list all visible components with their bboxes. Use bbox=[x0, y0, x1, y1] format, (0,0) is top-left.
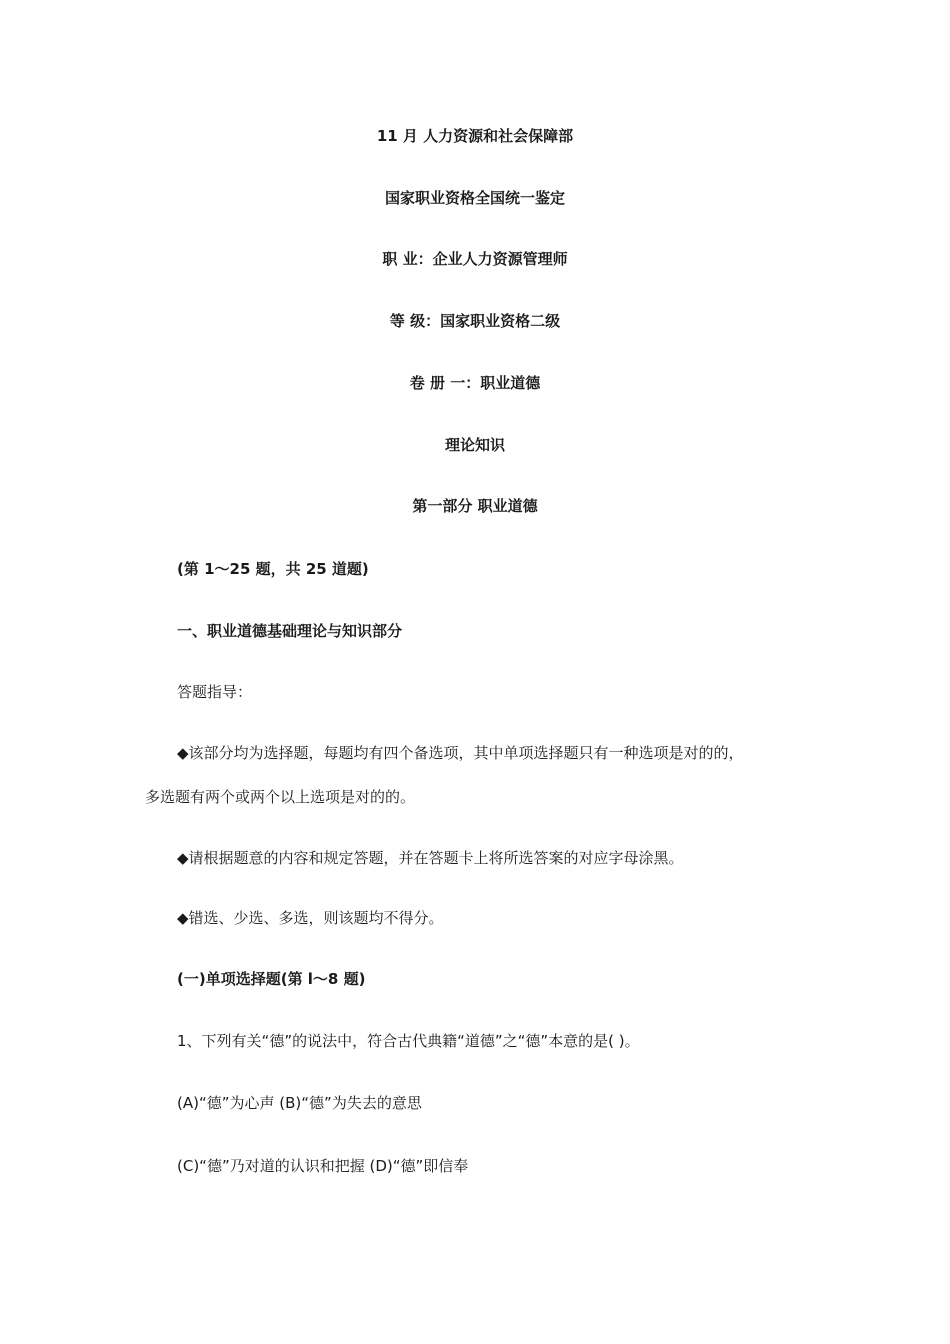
header-volume: 卷 册 一：职业道德 bbox=[409, 374, 541, 392]
guide-item-1: ◆该部分均为选择题，每题均有四个备选项，其中单项选择题只有一种选项是对的的， bbox=[177, 744, 744, 762]
question-1-options-cd: (C)“德”乃对道的认识和把握 (D)“德”即信奉 bbox=[177, 1157, 469, 1175]
question-1-options-ab: (A)“德”为心声 (B)“德”为失去的意思 bbox=[177, 1094, 422, 1112]
header-occupation: 职 业：企业人力资源管理师 bbox=[382, 250, 568, 268]
question-range: (第 1～25 题，共 25 道题) bbox=[177, 560, 369, 578]
header-date-ministry: 11 月 人力资源和社会保障部 bbox=[376, 127, 574, 145]
question-1-stem: 1、下列有关“德”的说法中，符合古代典籍“道德”之“德”本意的是( )。 bbox=[177, 1032, 640, 1050]
guide-item-2: ◆请根据题意的内容和规定答题，并在答题卡上将所选答案的对应字母涂黑。 bbox=[177, 849, 684, 867]
guide-item-1-continued: 多选题有两个或两个以上选项是对的的。 bbox=[145, 788, 416, 806]
header-theory: 理论知识 bbox=[444, 436, 505, 454]
section-title: 一、职业道德基础理论与知识部分 bbox=[177, 622, 403, 640]
guide-item-3: ◆错选、少选、多选，则该题均不得分。 bbox=[177, 909, 444, 927]
header-part-title: 第一部分 职业道德 bbox=[412, 497, 538, 515]
guide-label: 答题指导： bbox=[177, 683, 253, 701]
subsection-title: (一)单项选择题(第 l～8 题) bbox=[177, 970, 366, 988]
header-level: 等 级：国家职业资格二级 bbox=[389, 312, 561, 330]
header-exam-title: 国家职业资格全国统一鉴定 bbox=[384, 189, 565, 207]
